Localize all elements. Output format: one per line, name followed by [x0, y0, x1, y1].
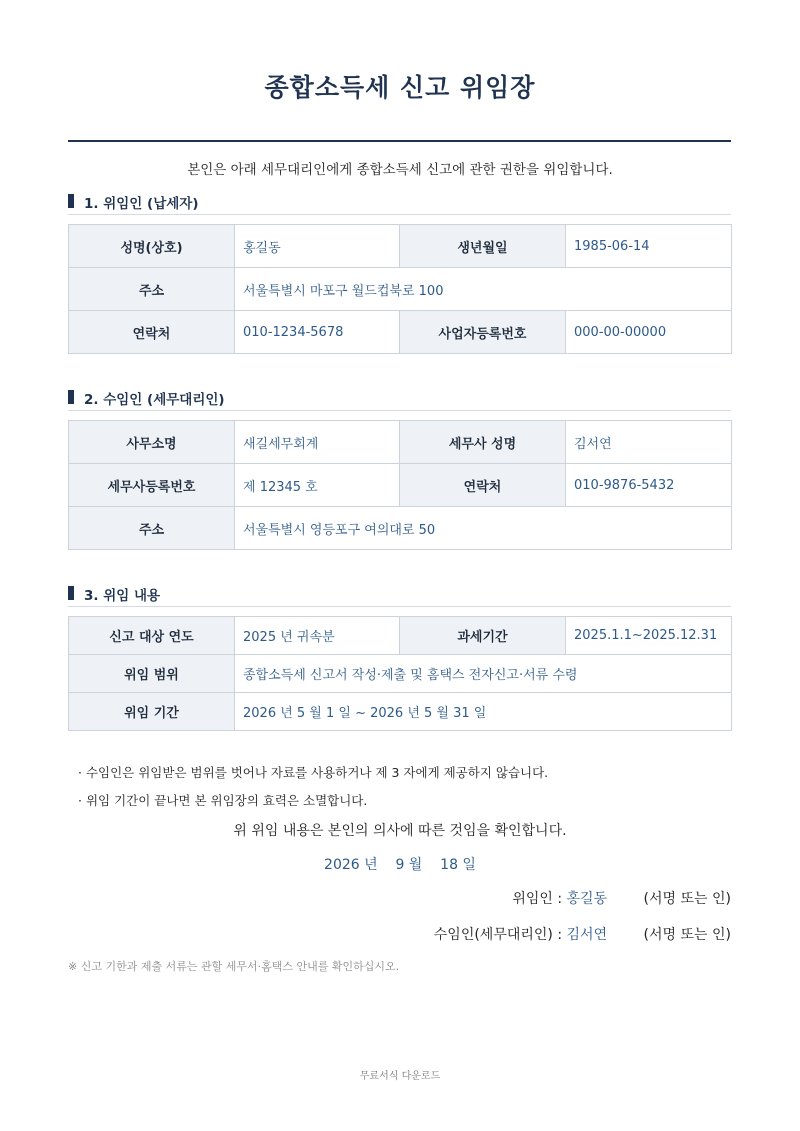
- agent-phone-value: 010-9876-5432: [566, 464, 732, 507]
- agent-sign-label: 수임인(세무대리인) :: [433, 927, 563, 943]
- regno-label: 세무사등록번호: [69, 464, 235, 507]
- name-value: 홍길동: [235, 225, 400, 268]
- section-marker: [68, 194, 74, 208]
- phone-value: 010-1234-5678: [235, 311, 400, 354]
- delegator-signature-field[interactable]: (서명 또는 인): [643, 891, 731, 907]
- footer-text: 무료서식 다운로드: [359, 1071, 441, 1082]
- birth-value: 1985-06-14: [566, 225, 732, 268]
- section-marker: [68, 390, 74, 404]
- table-row: [69, 693, 732, 731]
- section-1-header: [68, 192, 731, 215]
- table-row: [69, 617, 732, 655]
- table-row: [69, 464, 732, 507]
- address-value: 서울특별시 마포구 월드컵북로 100: [235, 268, 732, 311]
- table-row: [69, 311, 732, 354]
- date-month: 9 월: [395, 857, 423, 873]
- delegation-table: [68, 616, 732, 731]
- agent-phone-label: 연락처: [400, 464, 566, 507]
- period-value: 2025.1.1~2025.12.31: [566, 617, 732, 655]
- table-row: [69, 421, 732, 464]
- document-title: 종합소득세 신고 위임장: [264, 73, 536, 102]
- address-label: 주소: [69, 268, 235, 311]
- table-row: [69, 268, 732, 311]
- signing-date: [0, 854, 800, 874]
- section-3-header: [68, 584, 731, 607]
- year-value: 2025 년 귀속분: [235, 617, 400, 655]
- delegator-signature-line: [512, 888, 731, 908]
- agent-table: [68, 420, 732, 550]
- scope-value: 종합소득세 신고서 작성·제출 및 홈택스 전자신고·서류 수령: [235, 655, 732, 693]
- scope-label: 위임 범위: [69, 655, 235, 693]
- agent-name-label: 세무사 성명: [400, 421, 566, 464]
- term-value: 2026 년 5 월 1 일 ~ 2026 년 5 월 31 일: [235, 693, 732, 731]
- birth-label: 생년월일: [400, 225, 566, 268]
- table-row: [69, 655, 732, 693]
- delegator-sign-label: 위임인 :: [512, 891, 563, 907]
- name-label: 성명(상호): [69, 225, 235, 268]
- office-value: 새길세무회계: [235, 421, 400, 464]
- office-label: 사무소명: [69, 421, 235, 464]
- delegator-sign-name: 홍길동: [566, 891, 608, 907]
- agent-address-label: 주소: [69, 507, 235, 550]
- phone-label: 연락처: [69, 311, 235, 354]
- section-1-title: 1. 위임인 (납세자): [84, 196, 199, 212]
- title-divider: [68, 140, 731, 142]
- delegator-table: [68, 224, 732, 354]
- term-label: 위임 기간: [69, 693, 235, 731]
- agent-address-value: 서울특별시 영등포구 여의대로 50: [235, 507, 732, 550]
- date-year: 2026 년: [324, 857, 378, 873]
- section-3-title: 3. 위임 내용: [84, 588, 161, 604]
- year-label: 신고 대상 연도: [69, 617, 235, 655]
- agent-signature-field[interactable]: (서명 또는 인): [643, 927, 731, 943]
- note-item: · 수임인은 위임받은 범위를 벗어나 자료를 사용하거나 제 3 자에게 제공하지 않습니다.: [78, 765, 549, 780]
- table-row: [69, 225, 732, 268]
- section-2-header: [68, 388, 731, 411]
- table-row: [69, 507, 732, 550]
- agent-signature-line: [434, 924, 731, 944]
- section-marker: [68, 586, 74, 600]
- regno-value: 제 12345 호: [235, 464, 400, 507]
- bizno-label: 사업자등록번호: [400, 311, 566, 354]
- intro-text: 본인은 아래 세무대리인에게 종합소득세 신고에 관한 권한을 위임합니다.: [187, 162, 613, 178]
- agent-sign-name: 김서연: [566, 927, 608, 943]
- footnote: ※ 신고 기한과 제출 서류는 관할 세무서·홈택스 안내를 확인하십시오.: [68, 960, 400, 973]
- period-label: 과세기간: [400, 617, 566, 655]
- note-item: · 위임 기간이 끝나면 본 위임장의 효력은 소멸합니다.: [78, 793, 368, 808]
- agent-name-value: 김서연: [566, 421, 732, 464]
- section-2-title: 2. 수임인 (세무대리인): [84, 392, 225, 408]
- confirmation-text: 위 위임 내용은 본인의 의사에 따른 것임을 확인합니다.: [233, 823, 567, 839]
- date-day: 18 일: [440, 857, 476, 873]
- bizno-value: 000-00-00000: [566, 311, 732, 354]
